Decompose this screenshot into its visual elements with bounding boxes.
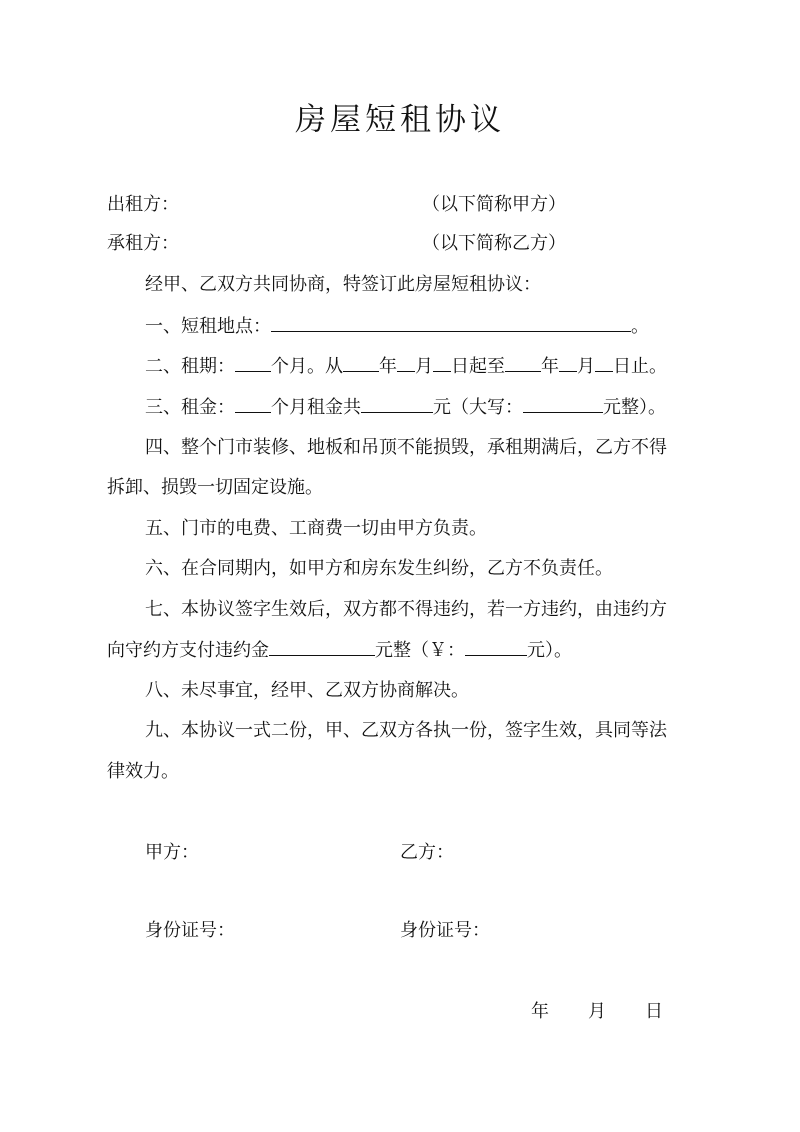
penalty-words-blank[interactable] [269, 637, 375, 656]
term-text-1: 个月。从 [271, 356, 343, 377]
lessee-label: 承租方： [107, 233, 179, 254]
party-a-signature-label: 甲方： [145, 842, 199, 863]
clause-breach-line2 [107, 637, 572, 664]
start-month-blank[interactable] [397, 353, 415, 372]
clause-decoration-line1: 四、整个门市装修、地板和吊顶不能损毁，承租期满后，乙方不得 [145, 437, 667, 458]
party-a-id-label: 身份证号： [145, 920, 235, 941]
clause-fees: 五、门市的电费、工商费一切由甲方负责。 [145, 518, 487, 539]
date-day-label: 日 [645, 1001, 663, 1022]
clause-location-prefix: 一、短租地点： [145, 316, 271, 337]
breach-text-3: 元）。 [527, 640, 572, 661]
date-month-label: 月 [588, 1001, 606, 1022]
lessor-label: 出租方： [107, 194, 179, 215]
clause-breach-line1: 七、本协议签字生效后，双方都不得违约，若一方违约，由违约方 [145, 599, 667, 620]
term-months-blank[interactable] [235, 353, 271, 372]
term-text-5: 年 [541, 356, 559, 377]
clause-location [145, 313, 649, 340]
clause-term [145, 353, 667, 380]
penalty-amount-blank[interactable] [465, 637, 527, 656]
end-day-blank[interactable] [595, 353, 613, 372]
lessor-alias: （以下简称甲方） [422, 194, 566, 215]
term-text-6: 月 [577, 356, 595, 377]
clause-copies-line1: 九、本协议一式二份，甲、乙双方各执一份，签字生效，具同等法 [145, 720, 667, 741]
clause-location-suffix: 。 [631, 316, 649, 337]
start-year-blank[interactable] [343, 353, 379, 372]
term-text-4: 日起至 [451, 356, 505, 377]
rent-amount-blank[interactable] [361, 394, 433, 413]
clause-dispute: 六、在合同期内，如甲方和房东发生纠纷，乙方不负责任。 [145, 558, 613, 579]
rent-text-1: 个月租金共 [271, 397, 361, 418]
rent-months-blank[interactable] [235, 394, 271, 413]
party-b-signature-label: 乙方： [400, 842, 454, 863]
term-text-3: 月 [415, 356, 433, 377]
clause-unresolved: 八、未尽事宜，经甲、乙双方协商解决。 [145, 680, 469, 701]
start-day-blank[interactable] [433, 353, 451, 372]
document-title: 房屋短租协议 [295, 102, 505, 138]
term-text-2: 年 [379, 356, 397, 377]
intro-paragraph: 经甲、乙双方共同协商，特签订此房屋短租协议： [145, 274, 541, 295]
rent-amount-words-blank[interactable] [523, 394, 603, 413]
rent-text-2: 元（大写： [433, 397, 523, 418]
end-year-blank[interactable] [505, 353, 541, 372]
term-prefix: 二、租期： [145, 356, 235, 377]
location-blank[interactable] [271, 313, 631, 332]
rent-text-3: 元整）。 [603, 397, 666, 418]
breach-text-1: 向守约方支付违约金 [107, 640, 269, 661]
party-b-id-label: 身份证号： [400, 920, 490, 941]
clause-copies-line2: 律效力。 [107, 761, 179, 782]
breach-text-2: 元整（￥： [375, 640, 465, 661]
term-text-7: 日止。 [613, 356, 667, 377]
rent-prefix: 三、租金： [145, 397, 235, 418]
clause-rent [145, 394, 666, 421]
end-month-blank[interactable] [559, 353, 577, 372]
clause-decoration-line2: 拆卸、损毁一切固定设施。 [107, 477, 323, 498]
date-year-label: 年 [531, 1001, 549, 1022]
lessee-alias: （以下简称乙方） [422, 233, 566, 254]
